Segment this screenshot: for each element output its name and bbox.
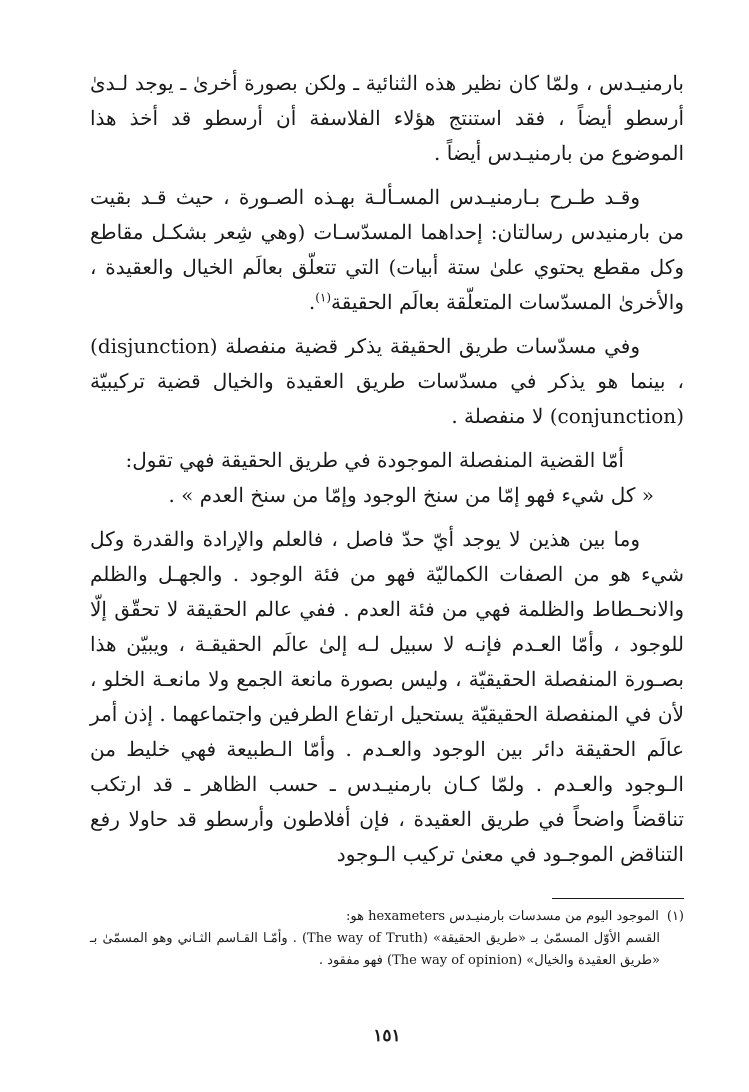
paragraph-2-text: وقـد طـرح بـارمنيـدس المسـألـة بهـذه الصـورة ، حيث قـد بقيت من بارمنيدس رسالتان: إحداهما المسدّسـات (وهي شِعر بشكـل مقاطع وكل مقطع يحتوي علىٰ ستة أبيات) التي تتعلّق بعالَم الخيال والعقيدة ، والأخرىٰ المسدّسات المتعلّقة بعالَم الحقيقة	[90, 185, 684, 314]
quote-intro: أمّا القضية المنفصلة الموجودة في طريق الحقيقة فهي تقول:	[125, 448, 624, 472]
footnote-line-2: القسم الأوّل المسمّىٰ بـ «طريق الحقيقة» (The way of Truth) . وأمّـا القـاسم الثـاني وهو المسمّىٰ بـ «طريق العقيدة والخيال» (The way of opinion) فهو مفقود .	[90, 931, 661, 968]
footnote-number: (١)	[666, 909, 684, 924]
page-number: ١٥١	[373, 1026, 401, 1046]
paragraph-1: بارمنيـدس ، ولمّا كان نظير هذه الثنائية ـ ولكن بصورة أخرىٰ ـ يوجد لـدىٰ أرسطو أيضاً ، فقد استنتج هؤلاء الفلاسفة أن أرسطو قد أخذ هذا الموضوع من بارمنيـدس أيضاً .	[90, 71, 684, 165]
quotation: « كل شيء فهو إمّا من سنخ الوجود وإمّا من سنخ العدم » .	[168, 483, 654, 507]
paragraph-3: وفي مسدّسات طريق الحقيقة يذكر قضية منفصلة (disjunction) ، بينما هو يذكر في مسدّسات طريق العقيدة والخيال قضية تركيبيّة (conjunction) لا منفصلة .	[90, 334, 684, 428]
paragraph-2-end: .	[308, 290, 316, 314]
footnote-line-1: الموجود اليوم من مسدسات بارمنيـدس hexameters هو:	[346, 909, 659, 924]
paragraph-2	[90, 180, 684, 320]
footnote-reference: (١)	[315, 290, 332, 305]
footnote-divider	[552, 898, 684, 899]
book-page	[90, 66, 684, 1066]
footnotes	[90, 906, 684, 972]
footnote-1	[90, 906, 684, 928]
paragraph-4: وما بين هذين لا يوجد أيّ حدّ فاصل ، فالعلم والإرادة والقدرة وكل شيء هو من الصفات الكماليّة فهو من فئة الوجود . والجهـل والظلم والانحـطاط والظلمة فهي من فئة العدم . ففي عالم الحقيقة لا تحقّق إلّا للوجود ، وأمّا العـدم فإنـه لا سبيل لـه إلىٰ عالَم الحقيقـة ، ويبيّن هذا بصـورة المنفصلة الحقيقيّة ، وليس بصورة مانعة الجمع ولا مانعـة الخلو ، لأن في المنفصلة الحقيقيّة يستحيل ارتفاع الطرفين واجتماعهما . إذن أمر عالَم الحقيقة دائر بين الوجود والعـدم . وأمّا الـطبيعة فهي خليط من الـوجود والعـدم . ولمّا كـان بارمنيـدس ـ حسب الظاهر ـ قد ارتكب تناقضاً واضحاً في طريق العقيدة ، فإن أفلاطون وأرسطو قد حاولا رفع التناقض الموجـود في معنىٰ تركيب الـوجود	[90, 527, 685, 866]
